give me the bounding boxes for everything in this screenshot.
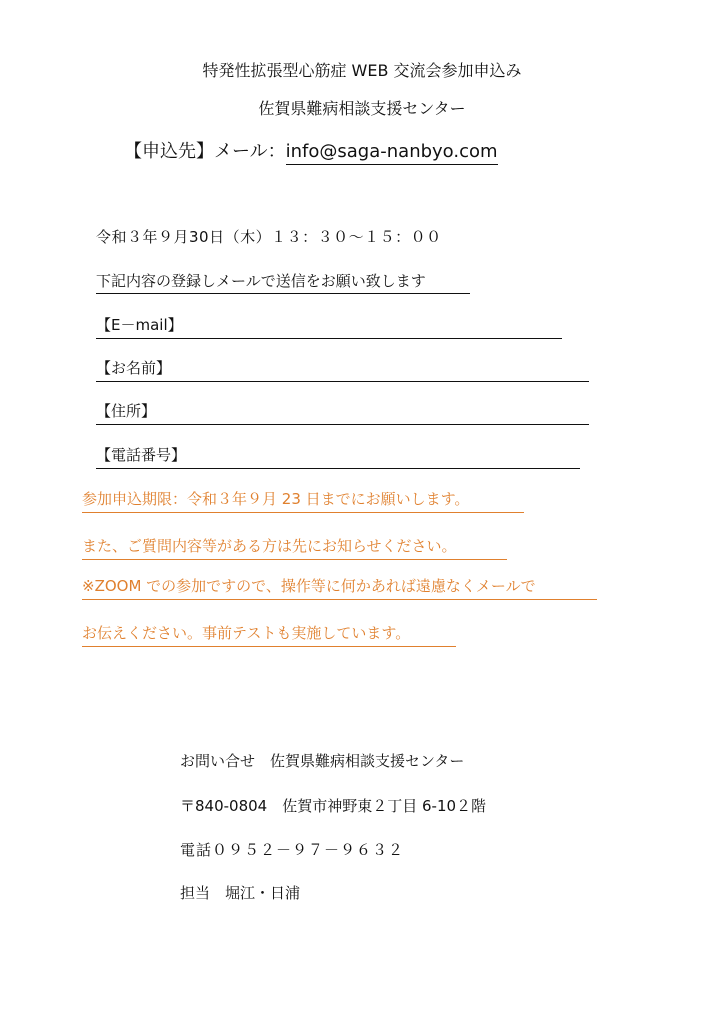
organizer-name: 佐賀県難病相談支援センター: [258, 99, 466, 118]
contact-staff: 担当 堀江・日浦: [180, 884, 301, 902]
registration-instruction: 下記内容の登録しメールで送信をお願い致します: [96, 270, 470, 294]
apply-to-label: 【申込先】メール：: [124, 141, 286, 162]
contact-address: 〒840-0804 佐賀市神野東２丁目 6-10２階: [180, 797, 487, 815]
questions-notice: また、ご質問内容等がある方は先にお知らせください。: [82, 535, 507, 560]
deadline-notice: 参加申込期限：令和３年９月 23 日までにお願いします。: [82, 488, 524, 513]
name-field[interactable]: 【お名前】: [96, 357, 589, 382]
event-datetime: 令和３年９月30日（木）１３：３０～１５：００: [96, 228, 442, 246]
zoom-notice-line2: お伝えください。事前テストも実施しています。: [82, 622, 456, 647]
apply-email-link[interactable]: info@saga-nanbyo.com: [286, 141, 498, 165]
phone-field[interactable]: 【電話番号】: [96, 444, 580, 469]
contact-inquiry: お問い合せ 佐賀県難病相談支援センター: [180, 752, 465, 770]
apply-to-line: [124, 137, 498, 163]
email-field[interactable]: 【E－mail】: [96, 314, 562, 339]
document-title: 特発性拡張型心筋症 WEB 交流会参加申込み: [202, 61, 522, 80]
zoom-notice-line1: ※ZOOM での参加ですので、操作等に何かあれば遠慮なくメールで: [82, 575, 597, 600]
contact-phone: 電話０９５２－９７－９６３２: [180, 841, 405, 859]
address-field[interactable]: 【住所】: [96, 400, 589, 425]
